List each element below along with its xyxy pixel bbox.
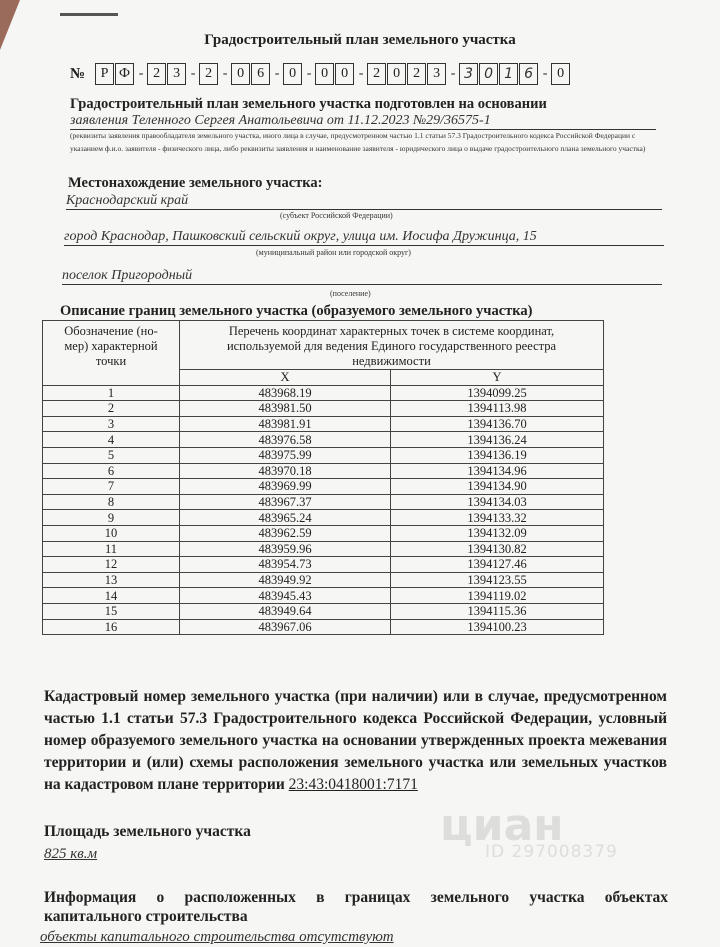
number-cell: 0 (335, 63, 354, 85)
number-cell: 0 (231, 63, 250, 85)
cadastral-text: Кадастровый номер земельного участка (при наличии) или в случае, предусмотренном частью 1.1 статьи 57.3 Градостроительного кодекса Российской Федерации, условный номер образуемого земельного участка на основании утвержденных проекта межевания территории и (или) схемы расположения земельного участка или земельных участков на кадастровом плане территории (44, 688, 667, 793)
settlement-value: поселок Пригородный (62, 268, 662, 285)
table-row (43, 510, 604, 526)
y-header: Y (391, 370, 604, 386)
objects-heading-line1: Информация о расположенных в границах земельного участка объектах (44, 889, 668, 906)
table-row (43, 588, 604, 604)
point-number-cell: 3 (43, 416, 180, 432)
number-cell: 2 (407, 63, 426, 85)
number-label: № (70, 65, 86, 82)
col-point-header (43, 321, 180, 386)
y-coordinate-cell: 1394134.03 (391, 494, 604, 510)
col-point-header-line: точки (95, 354, 127, 368)
x-coordinate-cell: 483954.73 (180, 557, 391, 573)
region-note: (субъект Российской Федерации) (280, 211, 393, 220)
x-coordinate-cell: 483968.19 (180, 385, 391, 401)
col-point-header-line: Обозначение (но- (64, 324, 158, 338)
point-number-cell: 14 (43, 588, 180, 604)
coordinates-table (42, 320, 604, 635)
table-row (43, 447, 604, 463)
area-heading: Площадь земельного участка (44, 823, 251, 840)
basis-note: (реквизиты заявления правообладателя земельного участка, иного лица в случае, предусмотренном частью 1.1 статьи 57.3 Градостроительного кодекса Российской Федерации с указанием ф.и.о. заявителя - физического лица, либо реквизиты заявления и наименование заявителя - юридического лица о выдаче градостроительного плана земельного участка) (70, 131, 646, 153)
y-coordinate-cell: 1394133.32 (391, 510, 604, 526)
number-cell: 0 (283, 63, 302, 85)
number-cell: Р (95, 63, 114, 85)
x-coordinate-cell: 483969.99 (180, 479, 391, 495)
table-row (43, 619, 604, 635)
number-cell: 1 (499, 63, 518, 85)
table-row (43, 401, 604, 417)
x-coordinate-cell: 483967.06 (180, 619, 391, 635)
number-cell: 6 (519, 63, 538, 85)
point-number-cell: 6 (43, 463, 180, 479)
point-number-cell: 9 (43, 510, 180, 526)
x-coordinate-cell: 483962.59 (180, 525, 391, 541)
point-number-cell: 15 (43, 603, 180, 619)
number-separator: - (222, 66, 228, 81)
document-title: Градостроительный план земельного участка (204, 32, 516, 48)
x-coordinate-cell: 483965.24 (180, 510, 391, 526)
point-number-cell: 8 (43, 494, 180, 510)
municipality-note: (муниципальный район или городской округ) (256, 248, 411, 257)
number-cell: 2 (147, 63, 166, 85)
point-number-cell: 11 (43, 541, 180, 557)
y-coordinate-cell: 1394130.82 (391, 541, 604, 557)
cadastral-paragraph (44, 686, 667, 796)
x-coordinate-cell: 483981.50 (180, 401, 391, 417)
y-coordinate-cell: 1394127.46 (391, 557, 604, 573)
col-point-header-line: мер) характерной (64, 339, 158, 353)
table-row (43, 432, 604, 448)
y-coordinate-cell: 1394134.96 (391, 463, 604, 479)
x-coordinate-cell: 483949.92 (180, 572, 391, 588)
table-row (43, 603, 604, 619)
x-coordinate-cell: 483959.96 (180, 541, 391, 557)
x-coordinate-cell: 483949.64 (180, 603, 391, 619)
point-number-cell: 1 (43, 385, 180, 401)
y-coordinate-cell: 1394134.90 (391, 479, 604, 495)
location-heading: Местонахождение земельного участка: (68, 175, 323, 191)
objects-heading-line2: капитального строительства (44, 908, 248, 925)
boundaries-heading: Описание границ земельного участка (образуемого земельного участка) (60, 303, 533, 319)
table-row (43, 557, 604, 573)
number-cell: 0 (315, 63, 334, 85)
y-coordinate-cell: 1394113.98 (391, 401, 604, 417)
table-row (43, 385, 604, 401)
y-coordinate-cell: 1394136.24 (391, 432, 604, 448)
point-number-cell: 13 (43, 572, 180, 588)
cadastral-number: 23:43:0418001:7171 (288, 776, 418, 793)
y-coordinate-cell: 1394136.19 (391, 447, 604, 463)
number-cell: 3 (167, 63, 186, 85)
number-cell: 0 (551, 63, 570, 85)
settlement-note: (поселение) (330, 289, 371, 298)
number-cell: 3 (427, 63, 446, 85)
point-number-cell: 2 (43, 401, 180, 417)
number-cells (95, 63, 571, 85)
basis-heading: Градостроительный план земельного участка подготовлен на основании (70, 96, 547, 112)
number-cell: 2 (199, 63, 218, 85)
y-coordinate-cell: 1394099.25 (391, 385, 604, 401)
number-separator: - (450, 66, 456, 81)
municipality-value: город Краснодар, Пашковский сельский округ, улица им. Иосифа Дружинца, 15 (64, 229, 664, 246)
number-separator: - (190, 66, 196, 81)
table-row (43, 479, 604, 495)
watermark-logo: циан (440, 800, 564, 851)
x-header: X (180, 370, 391, 386)
number-cell: Ф (115, 63, 134, 85)
x-coordinate-cell: 483967.37 (180, 494, 391, 510)
col-coordinates-header (180, 321, 604, 370)
number-separator: - (274, 66, 280, 81)
table-row (43, 541, 604, 557)
point-number-cell: 16 (43, 619, 180, 635)
y-coordinate-cell: 1394115.36 (391, 603, 604, 619)
number-separator: - (306, 66, 312, 81)
number-separator: - (542, 66, 548, 81)
x-coordinate-cell: 483945.43 (180, 588, 391, 604)
coordinates-header-line: используемой для ведения Единого государственного реестра (226, 339, 557, 353)
table-row (43, 416, 604, 432)
point-number-cell: 4 (43, 432, 180, 448)
point-number-cell: 7 (43, 479, 180, 495)
watermark (440, 800, 618, 862)
table-row (43, 463, 604, 479)
y-coordinate-cell: 1394119.02 (391, 588, 604, 604)
y-coordinate-cell: 1394123.55 (391, 572, 604, 588)
table-row (43, 494, 604, 510)
area-value: 825 кв.м (44, 846, 98, 862)
point-number-cell: 10 (43, 525, 180, 541)
number-cell: 3 (459, 63, 478, 85)
point-number-cell: 12 (43, 557, 180, 573)
x-coordinate-cell: 483975.99 (180, 447, 391, 463)
table-row (43, 572, 604, 588)
x-coordinate-cell: 483976.58 (180, 432, 391, 448)
y-coordinate-cell: 1394100.23 (391, 619, 604, 635)
x-coordinate-cell: 483970.18 (180, 463, 391, 479)
region-value: Краснодарский край (66, 193, 662, 210)
number-cell: 2 (367, 63, 386, 85)
coordinates-header-line: недвижимости (352, 354, 431, 368)
objects-value: объекты капитального строительства отсутствуют (40, 929, 394, 945)
plan-number (70, 63, 571, 85)
number-cell: 0 (479, 63, 498, 85)
number-separator: - (358, 66, 364, 81)
number-separator: - (138, 66, 144, 81)
point-number-cell: 5 (43, 447, 180, 463)
watermark-id: ID 297008379 (485, 842, 618, 862)
y-coordinate-cell: 1394136.70 (391, 416, 604, 432)
coordinates-header-line: Перечень координат характерных точек в системе координат, (228, 324, 555, 338)
number-cell: 0 (387, 63, 406, 85)
table-row (43, 525, 604, 541)
y-coordinate-cell: 1394132.09 (391, 525, 604, 541)
basis-value: заявления Теленного Сергея Анатольевича от 11.12.2023 №29/36575-1 (70, 113, 656, 130)
x-coordinate-cell: 483981.91 (180, 416, 391, 432)
number-cell: 6 (251, 63, 270, 85)
top-mark (60, 13, 118, 16)
